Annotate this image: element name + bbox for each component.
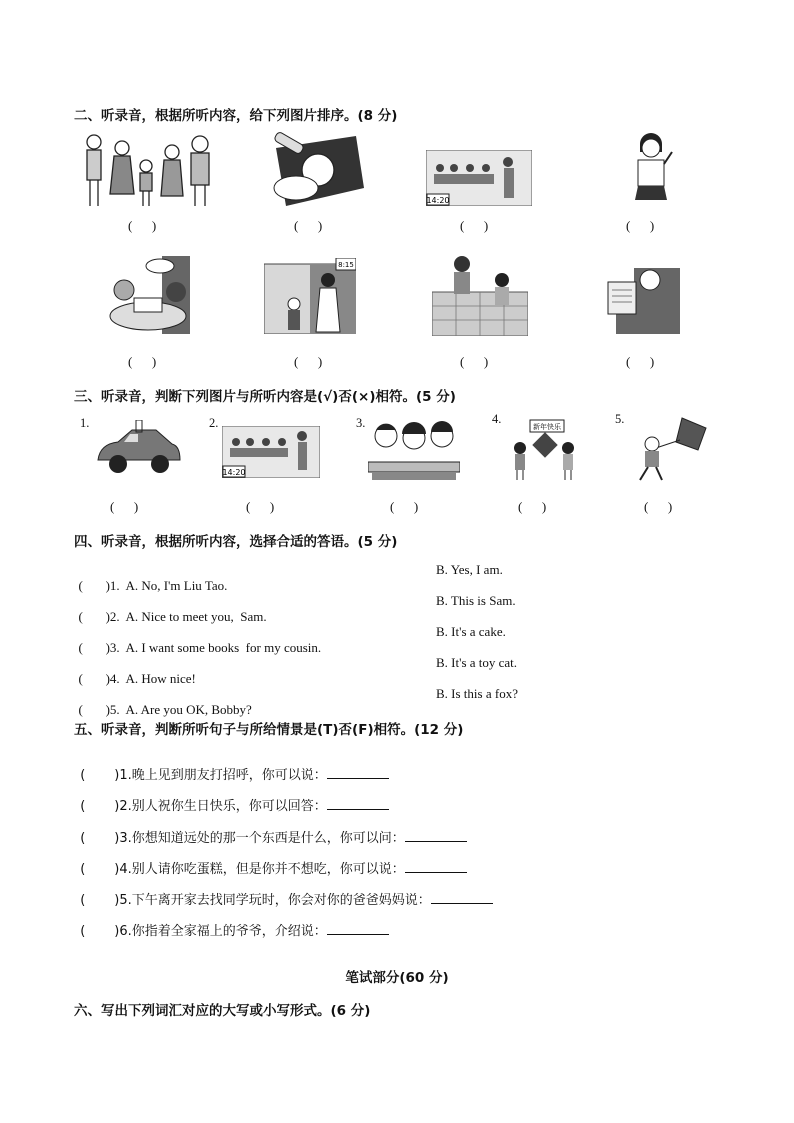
clock-text: 14:20: [222, 468, 246, 477]
section-3-heading: 三、听录音，判断下列图片与所听内容是(√)否(×)相符。(5 分): [74, 389, 456, 405]
answer-paren[interactable]: ( ): [246, 499, 275, 514]
choice-row-b: B. This is Sam.: [436, 593, 516, 608]
answer-blank[interactable]: [327, 797, 389, 810]
section-5-heading: 五、听录音，判断所听句子与所给情景是(T)否(F)相符。(12 分): [74, 722, 464, 738]
tf-row-text: ( )1.晚上见到朋友打招呼，你可以说：: [80, 768, 327, 783]
item-number: 1.: [80, 416, 90, 430]
choice-row-a: ( )2. A. Nice to meet you, Sam.: [78, 609, 267, 624]
answer-blank[interactable]: [405, 860, 467, 873]
girl-waving-picture: [630, 130, 674, 210]
door-mother-picture: [264, 258, 356, 334]
item-number: 3.: [356, 416, 366, 430]
clock-text: 8:15: [338, 261, 354, 269]
answer-paren[interactable]: ( ): [644, 499, 673, 514]
clock-text: 14:20: [426, 196, 450, 205]
tf-row-text: ( )4.别人请你吃蛋糕，但是你并不想吃，你可以说：: [80, 862, 405, 877]
classroom-clock-picture: [222, 426, 320, 478]
answer-paren[interactable]: ( ): [294, 218, 323, 233]
choice-row-a: ( )1. A. No, I'm Liu Tao.: [78, 578, 228, 593]
answer-blank[interactable]: [431, 891, 493, 904]
choice-row-b: B. Is this a fox?: [436, 686, 518, 701]
tf-row: [72, 780, 389, 814]
tf-row-text: ( )3.你想知道远处的那一个东西是什么，你可以问：: [80, 831, 405, 846]
family-group-picture: [80, 130, 220, 210]
tf-row-text: ( )2.别人祝你生日快乐，你可以回答：: [80, 799, 327, 814]
tf-row-text: ( )6.你指着全家福上的爷爷，介绍说：: [80, 924, 327, 939]
choice-row-a: ( )4. A. How nice!: [78, 671, 196, 686]
tf-row: [72, 843, 467, 877]
answer-paren[interactable]: ( ): [128, 218, 157, 233]
answer-paren[interactable]: ( ): [128, 354, 157, 369]
answer-paren[interactable]: ( ): [460, 218, 489, 233]
baby-bottle-picture: [256, 128, 368, 210]
item-number: 2.: [209, 416, 219, 430]
three-children-picture: [368, 418, 460, 480]
tf-row: [72, 905, 389, 939]
answer-paren[interactable]: ( ): [294, 354, 323, 369]
classroom-clock-picture: [426, 150, 532, 206]
answer-paren[interactable]: ( ): [626, 354, 655, 369]
answer-blank[interactable]: [405, 829, 467, 842]
choice-row-b: B. It's a cake.: [436, 624, 506, 639]
answer-blank[interactable]: [327, 922, 389, 935]
choice-row-b: B. It's a toy cat.: [436, 655, 518, 670]
written-part-title: 笔试部分(60 分): [345, 970, 449, 986]
answer-paren[interactable]: ( ): [390, 499, 419, 514]
choice-row-a: ( )5. A. Are you OK, Bobby?: [78, 702, 252, 717]
family-cake-picture: [104, 256, 190, 336]
answer-paren[interactable]: ( ): [460, 354, 489, 369]
choice-row-b: B. Yes, I am.: [436, 562, 503, 577]
tf-row: [72, 749, 389, 783]
banner-text: 新年快乐: [533, 423, 561, 431]
section-6-heading: 六、写出下列词汇对应的大写或小写形式。(6 分): [74, 1003, 371, 1019]
item-number: 4.: [492, 412, 502, 426]
tf-row: [72, 812, 467, 846]
answer-paren[interactable]: ( ): [626, 218, 655, 233]
toy-car-picture: [94, 420, 182, 478]
item-number: 5.: [615, 412, 625, 426]
grandpa-newspaper-picture: [606, 262, 682, 336]
answer-paren[interactable]: ( ): [518, 499, 547, 514]
section-2-heading: 二、听录音，根据所听内容，给下列图片排序。(8 分): [74, 108, 398, 124]
boy-kite-picture: [632, 414, 712, 486]
choice-row-a: ( )3. A. I want some books for my cousin.: [78, 640, 322, 655]
tf-row-text: ( )5.下午离开家去找同学玩时，你会对你的爸爸妈妈说：: [80, 893, 431, 908]
section-4-heading: 四、听录音，根据所听内容，选择合适的答语。(5 分): [74, 534, 398, 550]
new-year-children-picture: [506, 418, 582, 482]
tf-row: [72, 874, 493, 908]
answer-blank[interactable]: [327, 766, 389, 779]
girl-boy-gift-picture: [432, 254, 528, 336]
answer-paren[interactable]: ( ): [110, 499, 139, 514]
